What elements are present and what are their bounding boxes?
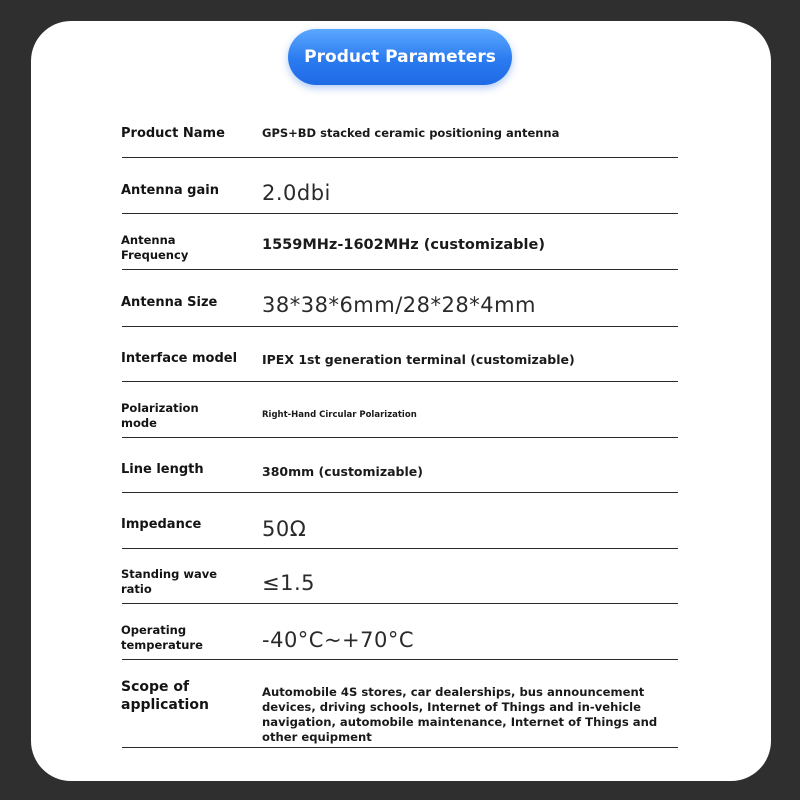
- label-operating-temperature: Operating temperature: [121, 623, 203, 652]
- row-divider: [122, 603, 678, 604]
- label-scope-of-application: Scope of application: [121, 679, 209, 713]
- label-product-name: Product Name: [121, 126, 225, 141]
- row-divider: [122, 548, 678, 549]
- value-antenna-size: 38*38*6mm/28*28*4mm: [262, 293, 537, 317]
- row-divider: [122, 492, 678, 493]
- label-standing-wave-ratio: Standing wave ratio: [121, 567, 218, 596]
- label-interface-model: Interface model: [121, 351, 238, 366]
- value-product-name: GPS+BD stacked ceramic positioning antenna: [262, 126, 560, 140]
- row-divider: [122, 747, 678, 748]
- value-antenna-frequency: 1559MHz-1602MHz (customizable): [262, 237, 545, 253]
- value-scope-of-application: Automobile 4S stores, car dealerships, bus announcement devices, driving schools, Internet of Things and in-vehicle navigation, automobile maintenance, Internet of Things and other equipment: [262, 685, 658, 744]
- value-impedance: 50Ω: [262, 517, 307, 541]
- row-divider: [122, 326, 678, 327]
- row-divider: [122, 269, 678, 270]
- row-divider: [122, 381, 678, 382]
- label-line-length: Line length: [121, 462, 204, 477]
- value-antenna-gain: 2.0dbi: [262, 181, 331, 205]
- label-polarization-mode: Polarization mode: [121, 401, 199, 430]
- label-antenna-size: Antenna Size: [121, 295, 218, 310]
- row-divider: [122, 157, 678, 158]
- value-operating-temperature: -40°C~+70°C: [262, 628, 415, 652]
- label-antenna-frequency: Antenna Frequency: [121, 233, 189, 262]
- row-divider: [122, 213, 678, 214]
- product-parameters-title-badge: Product Parameters: [288, 29, 512, 85]
- value-line-length: 380mm (customizable): [262, 464, 423, 479]
- label-impedance: Impedance: [121, 517, 202, 532]
- label-antenna-gain: Antenna gain: [121, 183, 219, 198]
- value-interface-model: IPEX 1st generation terminal (customizable): [262, 352, 575, 367]
- row-divider: [122, 437, 678, 438]
- row-divider: [122, 659, 678, 660]
- value-polarization-mode: Right-Hand Circular Polarization: [262, 410, 417, 420]
- value-standing-wave-ratio: ≤1.5: [262, 571, 315, 595]
